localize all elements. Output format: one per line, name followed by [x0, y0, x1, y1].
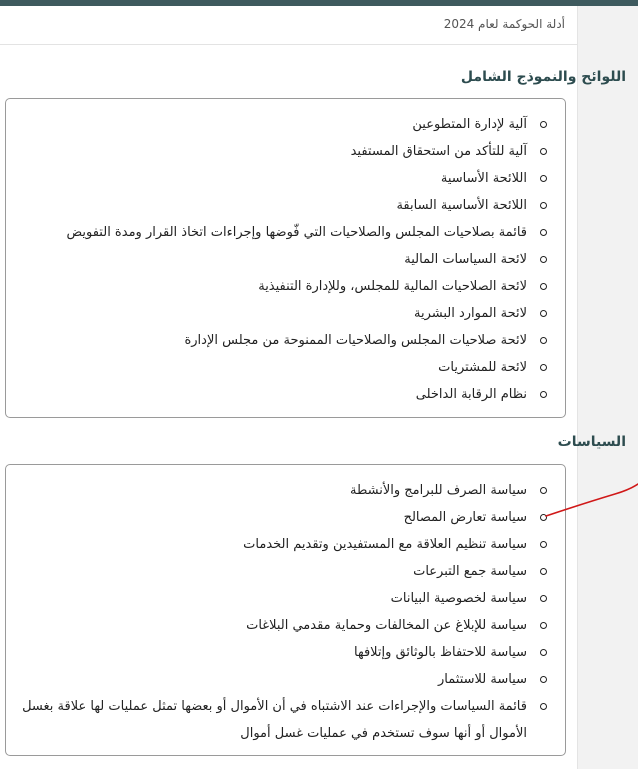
bullet-icon — [540, 364, 547, 371]
bullet-icon — [540, 649, 547, 656]
list-item[interactable]: سياسة الصرف للبرامج والأنشطة — [6, 477, 565, 504]
list-item[interactable]: لائحة الصلاحيات المالية للمجلس، وللإدارة التنفيذية — [6, 273, 565, 300]
list-item[interactable]: قائمة بصلاحيات المجلس والصلاحيات التي فّوضها وإجراءات اتخاذ القرار ومدة التفويض — [6, 219, 565, 246]
list-item[interactable]: سياسة للإبلاغ عن المخالفات وحماية مقدمي البلاغات — [6, 612, 565, 639]
bullet-icon — [540, 391, 547, 398]
bullet-icon — [540, 256, 547, 263]
bullet-icon — [540, 310, 547, 317]
list-item[interactable]: اللائحة الأساسية السابقة — [6, 192, 565, 219]
bullet-icon — [540, 622, 547, 629]
list-item[interactable]: سياسة تعارض المصالح — [6, 504, 565, 531]
bullet-icon — [540, 148, 547, 155]
bullet-icon — [540, 703, 547, 710]
list-item[interactable]: آلية لإدارة المتطوعين — [6, 111, 565, 138]
list-item[interactable]: اللائحة الأساسية — [6, 165, 565, 192]
bullet-icon — [540, 229, 547, 236]
list-item[interactable]: نظام الرقابة الداخلى — [6, 381, 565, 408]
bullet-icon — [540, 595, 547, 602]
list-item[interactable]: لائحة السياسات المالية — [6, 246, 565, 273]
list-item[interactable]: لائحة صلاحيات المجلس والصلاحيات الممنوحة من مجلس الإدارة — [6, 327, 565, 354]
list-item[interactable]: سياسة جمع التبرعات — [6, 558, 565, 585]
list-item[interactable]: سياسة للاحتفاظ بالوثائق وإتلافها — [6, 639, 565, 666]
bullet-icon — [540, 202, 547, 209]
list-item[interactable]: سياسة للاستثمار — [6, 666, 565, 693]
list-item[interactable]: سياسة لخصوصية البيانات — [6, 585, 565, 612]
bullet-icon — [540, 568, 547, 575]
bullet-icon — [540, 487, 547, 494]
list-item[interactable]: لائحة الموارد البشرية — [6, 300, 565, 327]
bullet-icon — [540, 541, 547, 548]
breadcrumb-label[interactable]: أدلة الحوكمة لعام 2024 — [443, 17, 565, 31]
regulations-list-box — [5, 98, 566, 418]
section-title-policies: السياسات — [557, 434, 626, 450]
list-item[interactable]: سياسة تنظيم العلاقة مع المستفيدين وتقديم الخدمات — [6, 531, 565, 558]
bullet-icon — [540, 514, 547, 521]
section-title-regulations: اللوائح والنموذج الشامل — [460, 69, 626, 85]
bullet-icon — [540, 175, 547, 182]
list-item[interactable]: لائحة للمشتريات — [6, 354, 565, 381]
policies-list — [6, 465, 565, 747]
breadcrumb — [0, 6, 577, 45]
policies-list-box — [5, 464, 566, 756]
regulations-list — [6, 99, 565, 408]
bullet-icon — [540, 676, 547, 683]
bullet-icon — [540, 337, 547, 344]
bullet-icon — [540, 121, 547, 128]
bullet-icon — [540, 283, 547, 290]
list-item[interactable]: قائمة السياسات والإجراءات عند الاشتباه في أن الأموال أو بعضها تمثل عمليات لها علاقة بغسل الأموال أو أنها سوف تستخدم في عمليات غسل أموال — [6, 693, 565, 747]
list-item[interactable]: آلية للتأكد من استحقاق المستفيد — [6, 138, 565, 165]
right-side-panel — [577, 6, 638, 769]
